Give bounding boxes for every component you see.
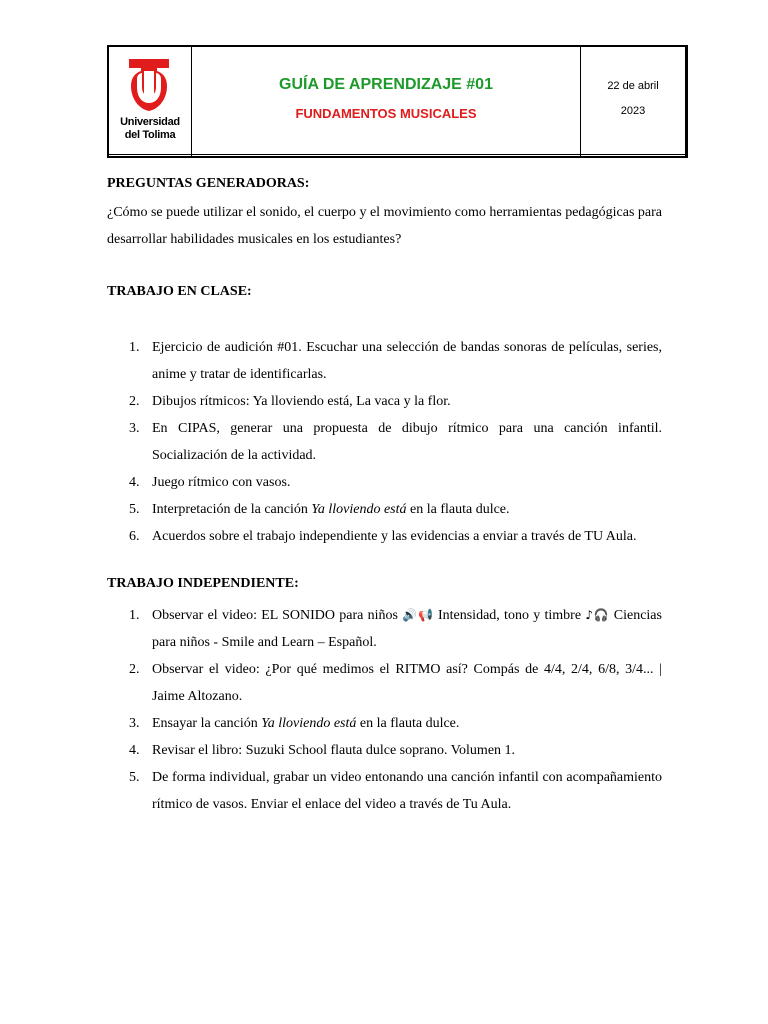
section-heading-clase: TRABAJO EN CLASE: [107, 284, 252, 299]
clase-list [107, 334, 662, 550]
preguntas-text: ¿Cómo se puede utilizar el sonido, el cuerpo y el movimiento como herramientas pedagógicas para desarrollar habilidades musicales en los estudiantes? [107, 205, 662, 247]
ut-logo-icon [127, 57, 171, 113]
list-number: 2. [129, 394, 140, 409]
list-number: 5. [129, 502, 140, 517]
list-item-text-pre: Ensayar la canción [152, 716, 262, 731]
list-number: 1. [129, 340, 140, 355]
list-number: 4. [129, 743, 140, 758]
header-divider [191, 47, 192, 156]
list-item [107, 496, 662, 523]
list-item-text: Revisar el libro: Suzuki School flauta dulce soprano. Volumen 1. [152, 743, 516, 758]
list-item [107, 710, 662, 737]
list-item-text: En CIPAS, generar una propuesta de dibujo rítmico para una canción infantil. Socialización de la actividad. [152, 421, 662, 463]
section-heading-independiente: TRABAJO INDEPENDIENTE: [107, 576, 299, 591]
list-item [107, 656, 662, 710]
list-item [107, 469, 662, 496]
list-item [107, 737, 662, 764]
list-number: 5. [129, 770, 140, 785]
date-year: 2023 [620, 105, 646, 117]
song-title: Ya lloviendo está [311, 502, 407, 517]
song-title: Ya lloviendo está [261, 716, 357, 731]
section-heading-preguntas: PREGUNTAS GENERADORAS: [107, 176, 310, 191]
list-item-text-pre: Observar el video: EL SONIDO para niños [152, 608, 403, 623]
list-item-text: Acuerdos sobre el trabajo independiente y las evidencias a enviar a través de TU Aula. [152, 529, 637, 544]
document-title: GUÍA DE APRENDIZAJE #01 [279, 76, 493, 93]
list-item-text-mid: Intensidad, tono y timbre [433, 608, 586, 623]
header-divider [109, 154, 686, 155]
list-item-text-post: en la flauta dulce. [356, 716, 460, 731]
header-table [107, 45, 688, 158]
list-number: 6. [129, 529, 140, 544]
list-item [107, 764, 662, 818]
document-subtitle: FUNDAMENTOS MUSICALES [295, 106, 477, 121]
logo-text-line2: del Tolima [124, 129, 176, 141]
list-item [107, 388, 662, 415]
list-item-text-pre: Interpretación de la canción [152, 502, 312, 517]
list-number: 3. [129, 421, 140, 436]
date-day: 22 de abril [607, 80, 659, 92]
list-item [107, 602, 662, 656]
list-item-text: De forma individual, grabar un video entonando una canción infantil con acompañamiento rítmico de vasos. Enviar el enlace del video a través de Tu Aula. [152, 770, 662, 812]
list-number: 3. [129, 716, 140, 731]
header-divider [685, 47, 686, 156]
list-number: 4. [129, 475, 140, 490]
logo-text-line1: Universidad [120, 116, 180, 128]
list-number: 2. [129, 662, 140, 677]
university-logo [110, 54, 190, 144]
list-item [107, 415, 662, 469]
independiente-list [107, 602, 662, 818]
list-item-text: Dibujos rítmicos: Ya lloviendo está, La vaca y la flor. [152, 394, 451, 409]
music-headphones-icon: ♪🎧 [585, 608, 610, 622]
list-item [107, 334, 662, 388]
list-item-text-post: Ciencias para niños - Smile and Learn – Español. [152, 608, 662, 650]
list-item-text: Observar el video: ¿Por qué medimos el RITMO así? Compás de 4/4, 2/4, 6/8, 3/4... | Jaime Altozano. [152, 662, 662, 704]
list-number: 1. [129, 608, 140, 623]
list-item-text: Ejercicio de audición #01. Escuchar una selección de bandas sonoras de películas, series, anime y tratar de identificarlas. [152, 340, 662, 382]
list-item-text-post: en la flauta dulce. [406, 502, 510, 517]
speaker-megaphone-icon: 🔊📢 [402, 608, 434, 622]
list-item [107, 523, 662, 550]
list-item-text: Juego rítmico con vasos. [152, 475, 291, 490]
header-divider [580, 47, 581, 156]
